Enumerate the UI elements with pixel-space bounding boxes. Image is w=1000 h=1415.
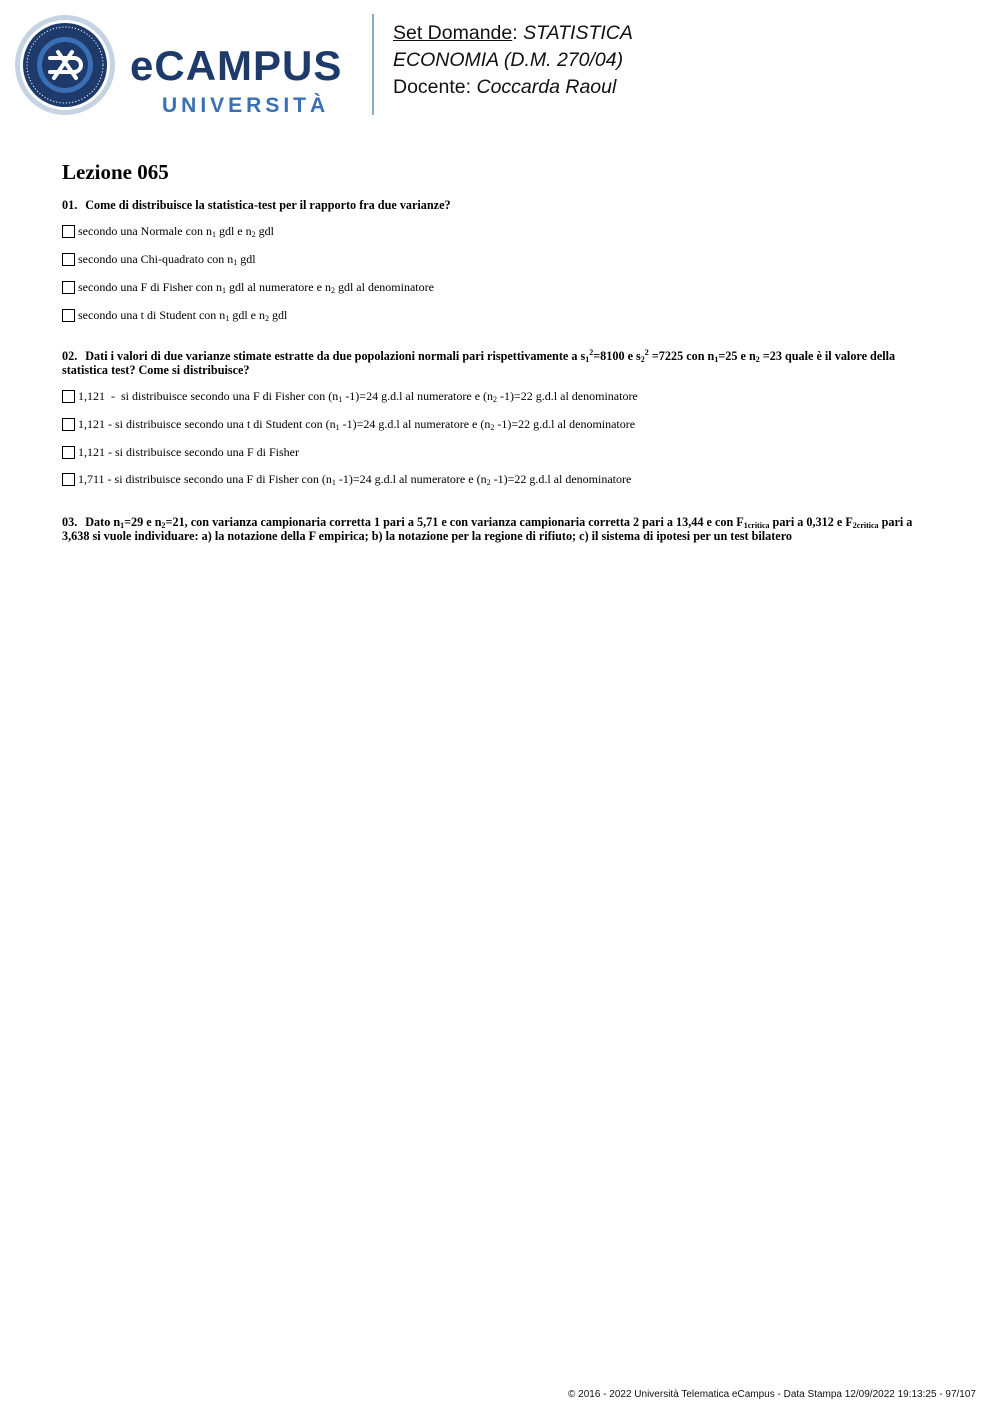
question-2: 02. Dati i valori di due varianze stimate estratte da due popolazioni normali pari rispettivamente a $s_1^2=8100$ e $s_2^2 =7225$ con $n_1=25$ e $n_2 =23$ quale è il valore della statistica test? Come si distribuisce? bbox=[62, 348, 896, 377]
checkbox[interactable] bbox=[62, 418, 75, 431]
question-text: Dato $n_1=29$ e $n_2=21$, con varianza campionaria corretta 1 pari a 5,71 e con varianza campionaria corretta 2 pari a 13,44 e con $F_{1critica}$ pari a 0,312 e $F_{2critica}$ pari a 3,638 si vuole individuare: a) la notazione della F empirica; b) la notazione per la regione di rifiuto; c) il sistema di ipotesi per un test bilatero bbox=[62, 515, 913, 543]
question-text: Come di distribuisce la statistica-test per il rapporto fra due varianze? bbox=[85, 198, 451, 212]
set-label: Set Domande bbox=[393, 22, 513, 44]
answer-option[interactable]: secondo una t di Student con $n_1$ gdl e $n_2$ gdl bbox=[62, 307, 942, 323]
subject-line1: STATISTICA bbox=[523, 22, 633, 44]
teacher-name: Coccarda Raoul bbox=[476, 76, 617, 98]
answer-option[interactable]: 1,121 - si distribuisce secondo una F di Fisher bbox=[62, 444, 942, 460]
question-3: 03. Dato $n_1=29$ e $n_2=21$, con varianza campionaria corretta 1 pari a 5,71 e con varianza campionaria corretta 2 pari a 13,44 e con $F_{1critica}$ pari a 0,312 e $F_{2critica}$ pari a 3,638 si vuole individuare: a) la notazione della F empirica; b) la notazione per la regione di rifiuto; c) il sistema di ipotesi per un test bilatero bbox=[62, 515, 913, 543]
svg-text:UNIVERSITÀ: UNIVERSITÀ bbox=[162, 94, 330, 115]
lesson-title: Lezione 065 bbox=[62, 160, 169, 184]
page-footer: © 2016 - 2022 Università Telematica eCampus - Data Stampa 12/09/2022 19:13:25 - 97/107 bbox=[568, 1389, 976, 1400]
answer-option[interactable]: secondo una Chi-quadrato con $n_1$ gdl bbox=[62, 251, 942, 267]
answer-option[interactable]: secondo una F di Fisher con $n_1$ gdl al numeratore e $n_2$ gdl al denominatore bbox=[62, 279, 942, 295]
checkbox[interactable] bbox=[62, 253, 75, 266]
teacher-label: Docente: bbox=[393, 76, 472, 98]
question-text: Dati i valori di due varianze stimate estratte da due popolazioni normali pari rispettivamente a $s_1^2=8100$ e $s_2^2 =7225$ con $n_1=25$ e $n_2 =23$ quale è il valore della statistica test? Come si distribuisce? bbox=[62, 348, 896, 377]
checkbox[interactable] bbox=[62, 446, 75, 459]
checkbox[interactable] bbox=[62, 225, 75, 238]
header-divider bbox=[372, 14, 374, 115]
checkbox[interactable] bbox=[62, 473, 75, 486]
ecampus-wordmark bbox=[130, 40, 360, 115]
ecampus-seal-icon bbox=[14, 14, 116, 116]
checkbox[interactable] bbox=[62, 281, 75, 294]
answer-option[interactable]: secondo una Normale con $n_1$ gdl e $n_2$ gdl bbox=[62, 223, 942, 239]
svg-text:eCAMPUS: eCAMPUS bbox=[130, 42, 343, 89]
question-1: 01. Come di distribuisce la statistica-test per il rapporto fra due varianze? bbox=[62, 198, 451, 212]
subject-line2: ECONOMIA (D.M. 270/04) bbox=[393, 49, 624, 71]
checkbox[interactable] bbox=[62, 390, 75, 403]
course-header: Set Domande: STATISTICA ECONOMIA (D.M. 270/04) Docente: Coccarda Raoul bbox=[393, 22, 633, 98]
ecampus-logo bbox=[14, 14, 359, 118]
checkbox[interactable] bbox=[62, 309, 75, 322]
answer-option[interactable]: 1,711 - si distribuisce secondo una F di Fisher con ($n_1$ -1)=24 g.d.l al numeratore e ($n_2$ -1)=22 g.d.l al denominatore bbox=[62, 471, 942, 487]
answer-option[interactable]: 1,121 - si distribuisce secondo una t di Student con ($n_1$ -1)=24 g.d.l al numeratore e ($n_2$ -1)=22 g.d.l al denominatore bbox=[62, 416, 942, 432]
answer-option[interactable]: 1,121 - si distribuisce secondo una F di Fisher con ($n_1$ -1)=24 g.d.l al numeratore e ($n_2$ -1)=22 g.d.l al denominatore bbox=[62, 388, 942, 404]
